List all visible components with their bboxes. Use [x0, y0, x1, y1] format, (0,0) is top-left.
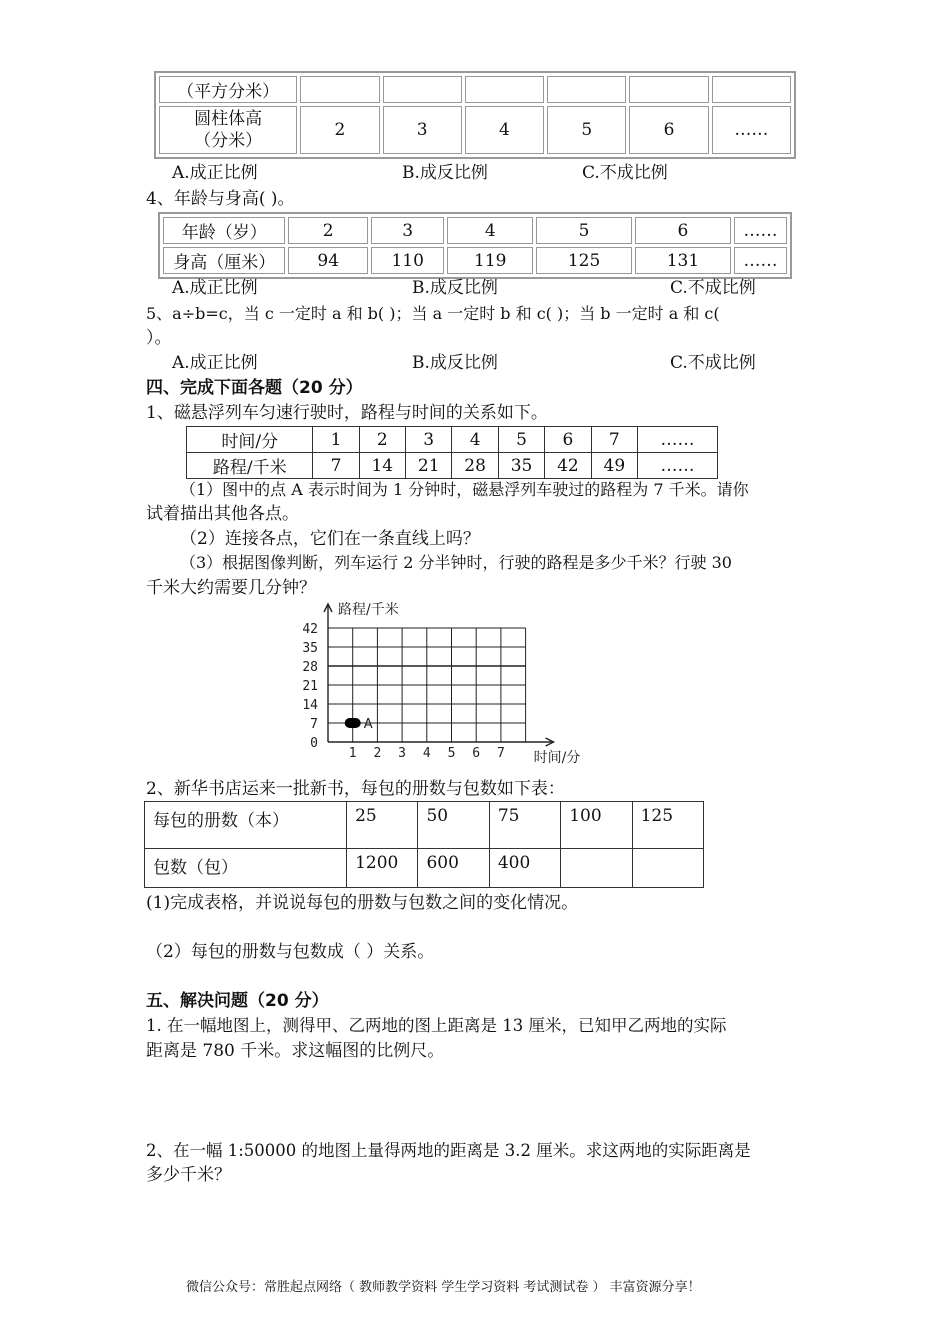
- x-tick-label: 3: [398, 746, 407, 761]
- table-cell: 1: [313, 427, 359, 453]
- problem-1-q1-line1: （1）图中的点 A 表示时间为 1 分钟时，磁悬浮列车驶过的路程为 7 千米。请你: [180, 480, 749, 499]
- table-cell: 94: [288, 247, 368, 274]
- section-5-q2-line1: 2、在一幅 1:50000 的地图上量得两地的距离是 3.2 厘米。求这两地的实际距离是: [146, 1141, 751, 1160]
- table-cell: 400: [489, 849, 560, 888]
- books-table: [144, 801, 704, 888]
- section-4-title: 四、完成下面各题（20 分）: [146, 378, 363, 398]
- option-b: B.成反比例: [412, 278, 498, 298]
- age-height-table: [158, 212, 792, 279]
- table-cell: 3: [371, 217, 444, 244]
- table-cell: 5: [498, 427, 544, 453]
- chart-axes: [324, 601, 580, 766]
- table-row-label: 路程/千米: [187, 453, 313, 479]
- table-row-label: 圆柱体高 （分米）: [159, 106, 297, 154]
- table-cell: 75: [489, 802, 560, 849]
- table-row-label: （平方分米）: [159, 76, 297, 103]
- table-cell: 7: [313, 453, 359, 479]
- table-cell: 4: [447, 217, 533, 244]
- table-row-label: 身高（厘米）: [163, 247, 285, 274]
- question-4: 4、年龄与身高( )。: [146, 189, 295, 209]
- table-cell: 6: [545, 427, 591, 453]
- data-point: [345, 718, 361, 728]
- time-distance-chart: [290, 598, 620, 770]
- option-c: C.不成比例: [670, 353, 756, 373]
- table-cell: 21: [406, 453, 452, 479]
- table-cell: 49: [591, 453, 637, 479]
- table-cell: ……: [712, 106, 791, 154]
- x-tick-label: 6: [472, 746, 481, 761]
- x-tick-label: 7: [496, 746, 505, 761]
- problem-2-intro: 2、新华书店运来一批新书，每包的册数与包数如下表：: [146, 779, 565, 799]
- time-distance-table: [186, 426, 718, 479]
- table-cell: 2: [359, 427, 405, 453]
- table-cell: 5: [536, 217, 632, 244]
- y-axis-label: 路程/千米: [338, 602, 399, 618]
- option-b: B.成反比例: [412, 353, 498, 373]
- table-cell: 125: [632, 802, 703, 849]
- table-cell: 3: [383, 106, 462, 154]
- x-tick-label: 5: [447, 746, 456, 761]
- table-cell: 35: [498, 453, 544, 479]
- table-cell: 3: [406, 427, 452, 453]
- section-5-q2-line2: 多少千米？: [146, 1165, 231, 1185]
- problem-1-q2: （2）连接各点，它们在一条直线上吗？: [180, 529, 480, 549]
- y-tick-label: 21: [302, 679, 318, 694]
- section-5-title: 五、解决问题（20 分）: [146, 991, 329, 1011]
- x-tick-label: 1: [348, 746, 357, 761]
- table-cell: 6: [629, 106, 708, 154]
- section-5-q1-line1: 1. 在一幅地图上，测得甲、乙两地的图上距离是 13 厘米，已知甲乙两地的实际: [146, 1016, 727, 1035]
- table-cell: 110: [371, 247, 444, 274]
- table-cell: 100: [561, 802, 632, 849]
- table-row-label: 年龄（岁）: [163, 217, 285, 244]
- x-tick-label: 2: [373, 746, 382, 761]
- table-cell: 2: [288, 217, 368, 244]
- y-tick-label: 14: [302, 698, 318, 713]
- y-tick-label: 0: [310, 736, 318, 751]
- table-cell: 6: [635, 217, 731, 244]
- option-b: B.成反比例: [402, 163, 488, 183]
- problem-2-q2: （2）每包的册数与包数成（ ）关系。: [146, 942, 435, 962]
- table-cell: ……: [734, 247, 787, 274]
- table-cell: [561, 849, 632, 888]
- cylinder-table: [154, 71, 796, 159]
- y-tick-label: 28: [302, 660, 318, 675]
- table-cell: ……: [638, 453, 718, 479]
- table-cell: ……: [638, 427, 718, 453]
- section-5-q1-line2: 距离是 780 千米。求这幅图的比例尺。: [146, 1041, 445, 1061]
- y-tick-label: 7: [310, 717, 318, 732]
- chart-ticks: [302, 622, 504, 761]
- option-a: A.成正比例: [172, 278, 258, 298]
- chart-points: [345, 717, 373, 732]
- table-cell: 1200: [347, 849, 418, 888]
- footer-text: 微信公众号：常胜起点网络（ 教师教学资料 学生学习资料 考试测试卷 ） 丰富资源分享！: [186, 1280, 701, 1295]
- y-tick-label: 35: [302, 641, 318, 656]
- problem-1-q3-line1: （3）根据图像判断，列车运行 2 分半钟时，行驶的路程是多少千米？行驶 30: [180, 553, 732, 572]
- table-row-label: 每包的册数（本）: [145, 802, 347, 849]
- table-cell: 5: [547, 106, 626, 154]
- problem-1-q1-line2: 试着描出其他各点。: [146, 504, 299, 524]
- table-row-label: 时间/分: [187, 427, 313, 453]
- question-5-line2: ）。: [146, 328, 172, 348]
- table-cell: 131: [635, 247, 731, 274]
- question-5-line1: 5、a÷b=c，当 c 一定时 a 和 b( )；当 a 一定时 b 和 c( )；当 b 一定时 a 和 c(: [146, 304, 720, 323]
- problem-2-q1: (1)完成表格，并说说每包的册数与包数之间的变化情况。: [146, 893, 579, 913]
- option-a: A.成正比例: [172, 353, 258, 373]
- table-cell: 119: [447, 247, 533, 274]
- option-c: C.不成比例: [670, 278, 756, 298]
- table-cell: 4: [465, 106, 544, 154]
- table-cell: 14: [359, 453, 405, 479]
- data-point-label: A: [363, 717, 373, 732]
- table-cell: 125: [536, 247, 632, 274]
- table-cell: 42: [545, 453, 591, 479]
- table-cell: 25: [347, 802, 418, 849]
- table-cell: 4: [452, 427, 498, 453]
- option-a: A.成正比例: [172, 163, 258, 183]
- problem-1-q3-line2: 千米大约需要几分钟？: [146, 578, 316, 598]
- table-cell: 600: [418, 849, 489, 888]
- table-cell: 50: [418, 802, 489, 849]
- x-axis-label: 时间/分: [533, 750, 581, 766]
- table-cell: [632, 849, 703, 888]
- option-c: C.不成比例: [582, 163, 668, 183]
- table-cell: 7: [591, 427, 637, 453]
- x-tick-label: 4: [422, 746, 431, 761]
- problem-1-intro: 1、磁悬浮列车匀速行驶时，路程与时间的关系如下。: [146, 403, 548, 423]
- table-cell: ……: [734, 217, 787, 244]
- table-cell: 2: [300, 106, 379, 154]
- y-tick-label: 42: [302, 622, 318, 637]
- table-cell: 28: [452, 453, 498, 479]
- table-row-label: 包数（包）: [145, 849, 347, 888]
